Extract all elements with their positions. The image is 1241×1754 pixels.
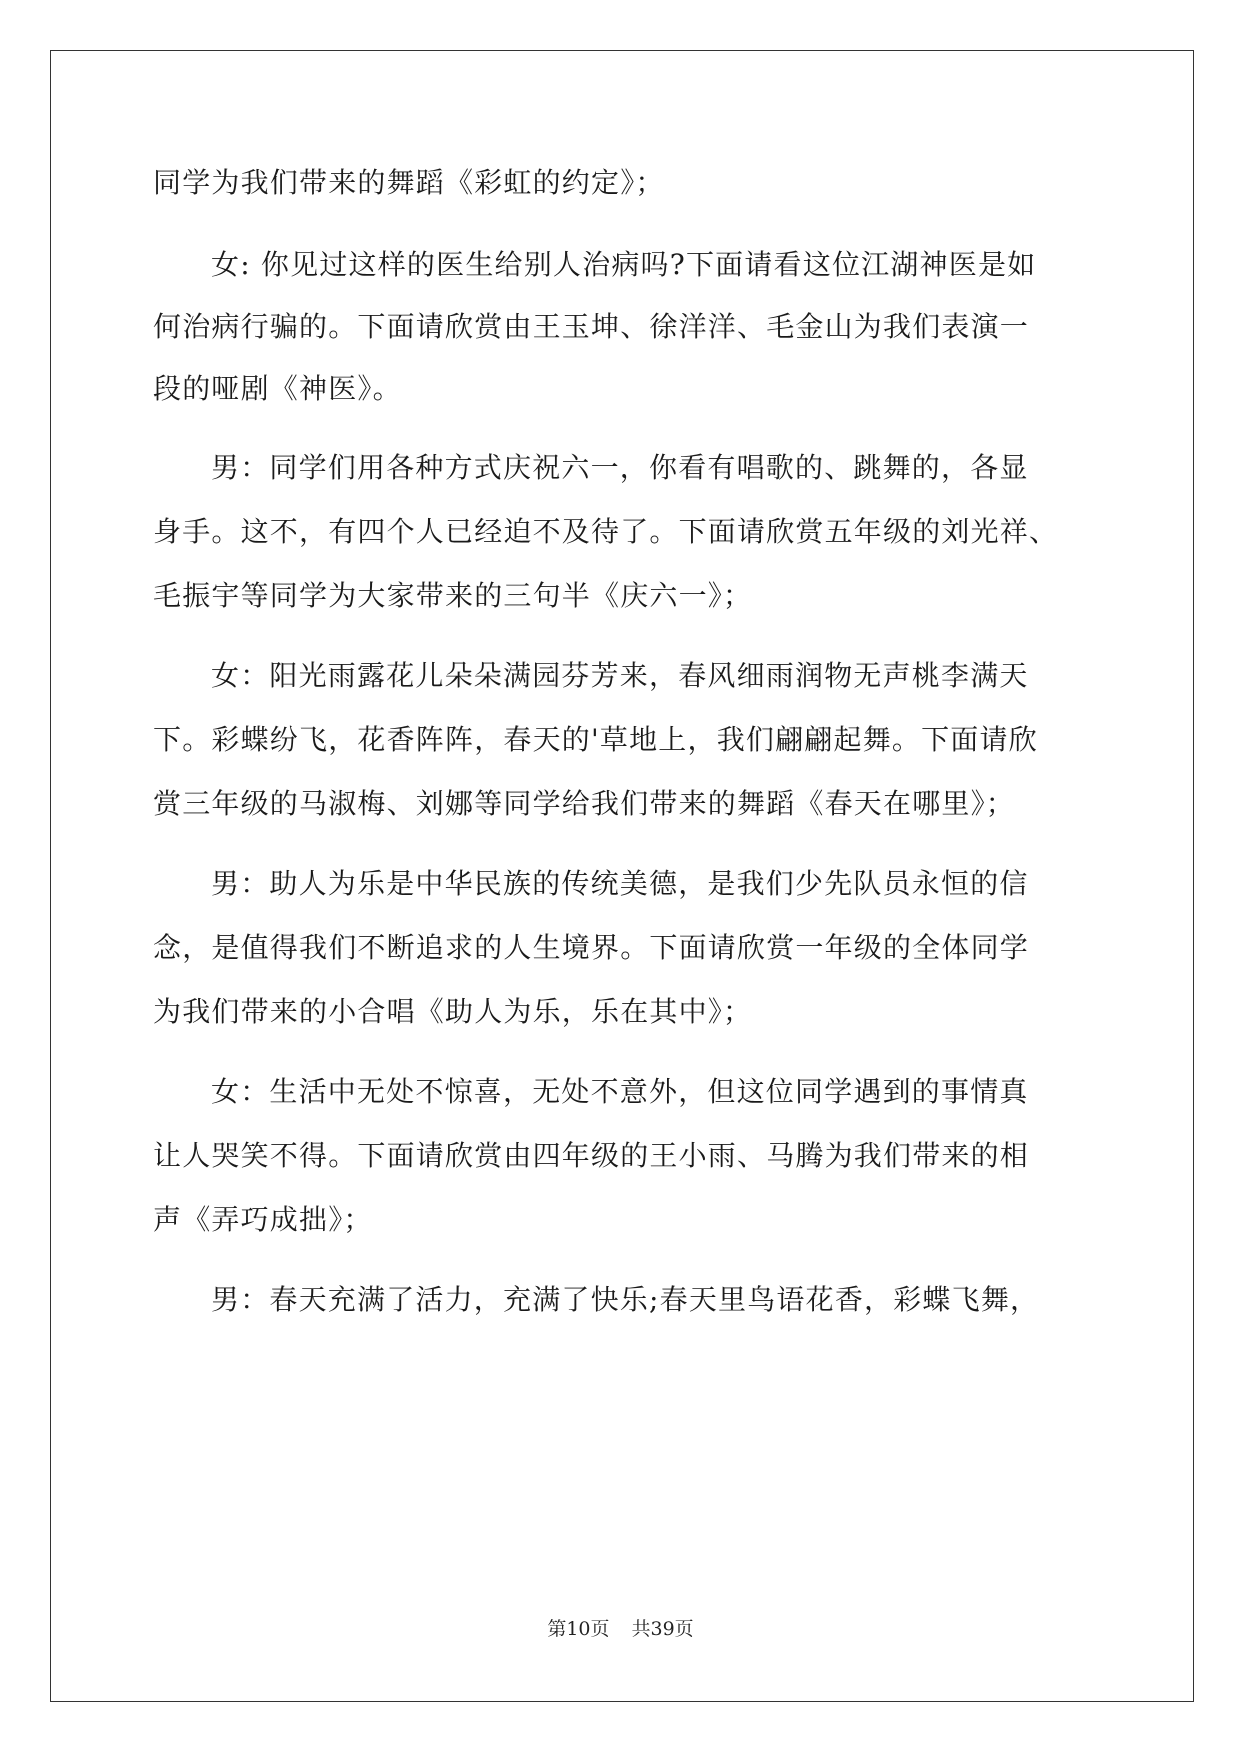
text-line: 女：阳光雨露花儿朵朵满园芬芳来，春风细雨润物无声桃李满天 — [211, 659, 1029, 692]
text-line: 女: 你见过这样的医生给别人治病吗?下面请看这位江湖神医是如 — [211, 248, 1037, 281]
text-line: 女：生活中无处不惊喜，无处不意外，但这位同学遇到的事情真 — [211, 1075, 1029, 1108]
text-line: 身手。这不，有四个人已经迫不及待了。下面请欣赏五年级的刘光祥、 — [153, 515, 1059, 548]
text-line: 男：助人为乐是中华民族的传统美德，是我们少先队员永恒的信 — [211, 867, 1029, 900]
page-number-current: 第10页 — [547, 1618, 610, 1640]
page-footer — [0, 1616, 1241, 1642]
text-line: 让人哭笑不得。下面请欣赏由四年级的王小雨、马腾为我们带来的相 — [153, 1139, 1030, 1172]
text-line: 声《弄巧成拙》； — [153, 1203, 373, 1236]
text-line: 何治病行骗的。下面请欣赏由王玉坤、徐洋洋、毛金山为我们表演一 — [153, 310, 1030, 343]
text-line: 为我们带来的小合唱《助人为乐，乐在其中》； — [153, 995, 753, 1028]
text-line: 男：春天充满了活力，充满了快乐;春天里鸟语花香，彩蝶飞舞， — [211, 1283, 1040, 1316]
text-line: 男：同学们用各种方式庆祝六一，你看有唱歌的、跳舞的，各显 — [211, 451, 1029, 484]
text-line: 念，是值得我们不断追求的人生境界。下面请欣赏一年级的全体同学 — [153, 931, 1030, 964]
page-number-total: 共39页 — [631, 1618, 694, 1640]
text-line: 赏三年级的马淑梅、刘娜等同学给我们带来的舞蹈《春天在哪里》； — [153, 787, 1016, 820]
text-line: 段的哑剧《神医》。 — [153, 372, 402, 405]
text-line: 下。彩蝶纷飞，花香阵阵，春天的'草地上，我们翩翩起舞。下面请欣 — [153, 723, 1038, 756]
text-line: 毛振宇等同学为大家带来的三句半《庆六一》； — [153, 579, 753, 612]
text-line: 同学为我们带来的舞蹈《彩虹的约定》； — [153, 166, 665, 199]
